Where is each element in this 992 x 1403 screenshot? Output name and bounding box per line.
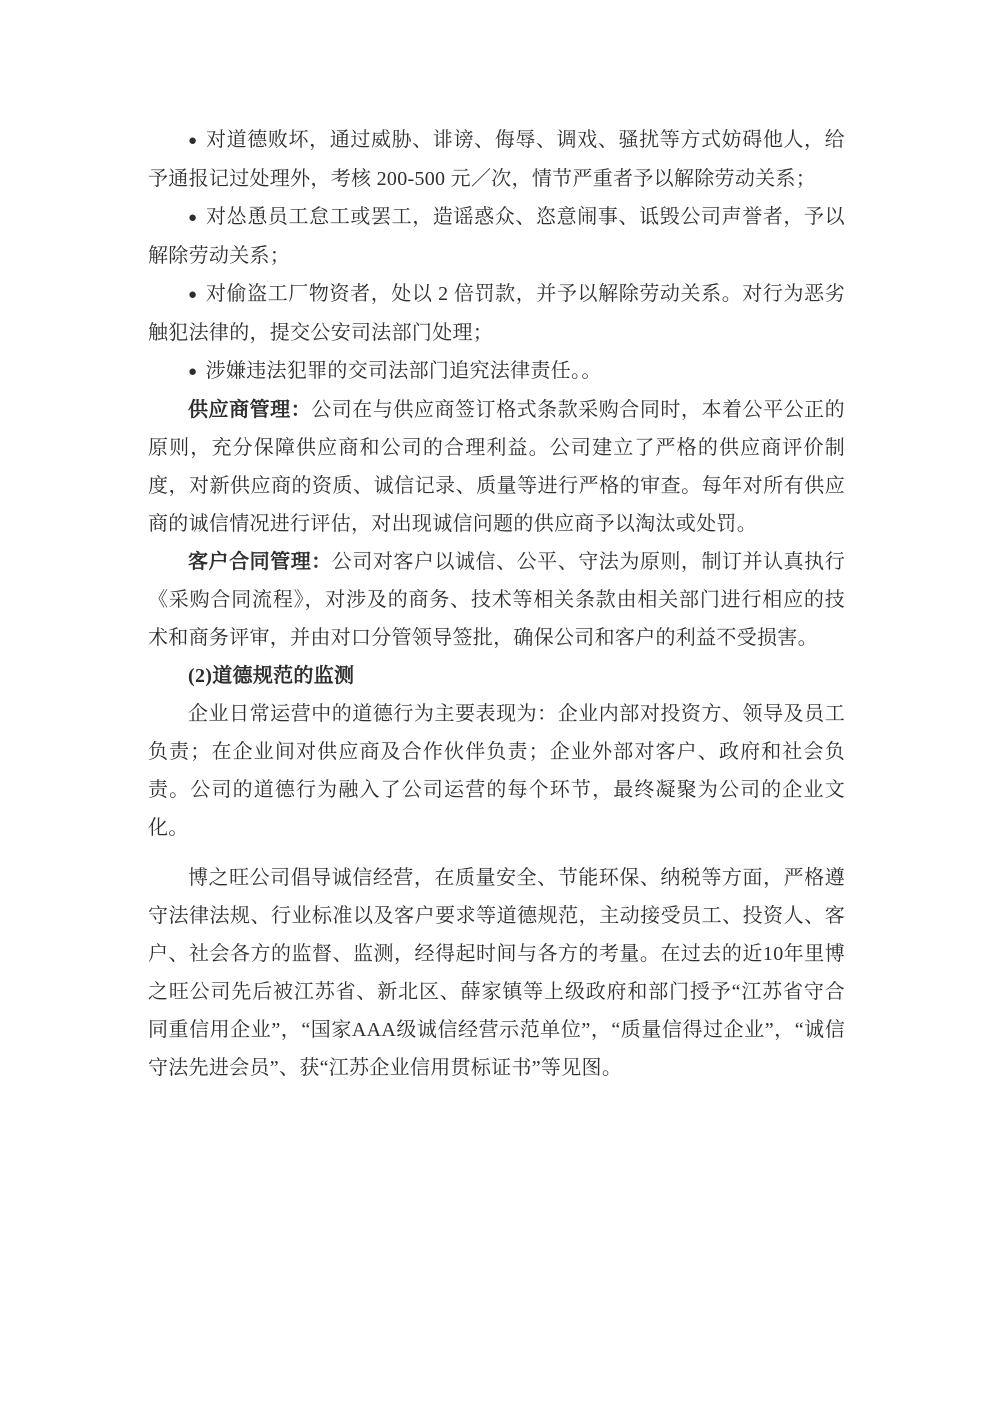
list-item-text: 对道德败坏，通过威胁、诽谤、侮辱、调戏、骚扰等方式妨碍他人，给予通报记过处理外，考核 200-500 元／次，情节严重者予以解除劳动关系；	[148, 129, 845, 190]
list-item	[148, 275, 845, 352]
bullet-icon: ●	[188, 364, 198, 380]
paragraph-label: 供应商管理：	[188, 399, 312, 421]
paragraph-customer-contract-management	[148, 543, 845, 657]
paragraph-company-integrity: 博之旺公司倡导诚信经营，在质量安全、节能环保、纳税等方面，严格遵守法律法规、行业标准以及客户要求等道德规范，主动接受员工、投资人、客户、社会各方的监督、监测，经得起时间与各方的考量。在过去的近10年里博之旺公司先后被江苏省、新北区、薛家镇等上级政府和部门授予“江苏省守合同重信用企业”，“国家AAA级诚信经营示范单位”，“质量信得过企业”，“诚信守法先进会员”、获“江苏企业信用贯标证书”等见图。	[148, 867, 845, 1079]
bullet-icon: ●	[188, 133, 198, 149]
section-heading: (2)道德规范的监测	[188, 665, 355, 687]
paragraph-daily-ethics: 企业日常运营中的道德行为主要表现为：企业内部对投资方、领导及员工负责；在企业间对供应商及合作伙伴负责；企业外部对客户、政府和社会负责。公司的道德行为融入了公司运营的每个环节，最终凝聚为公司的企业文化。	[148, 703, 845, 839]
list-item-text: 对怂恿员工怠工或罢工，造谣惑众、恣意闹事、诋毁公司声誉者，予以解除劳动关系；	[148, 206, 845, 267]
bullet-icon: ●	[188, 287, 198, 303]
paragraph-text: 公司对客户以诚信、公平、守法为原则，制订并认真执行《采购合同流程》，对涉及的商务、技术等相关条款由相关部门进行相应的技术和商务评审，并由对口分管领导签批，确保公司和客户的利益不受损害。	[148, 551, 846, 649]
list-item-text: 对偷盗工厂物资者，处以 2 倍罚款，并予以解除劳动关系。对行为恶劣触犯法律的，提交公安司法部门处理；	[148, 283, 845, 344]
list-item	[148, 198, 845, 275]
list-item	[148, 121, 845, 198]
paragraph-supplier-management	[148, 391, 845, 543]
paragraph-text: 公司在与供应商签订格式条款采购合同时，本着公平公正的原则，充分保障供应商和公司的合理利益。公司建立了严格的供应商评价制度，对新供应商的资质、诚信记录、质量等进行严格的审查。每年对所有供应商的诚信情况进行评估，对出现诚信问题的供应商予以淘汰或处罚。	[148, 399, 845, 535]
bullet-icon: ●	[188, 210, 198, 226]
list-item-text: 涉嫌违法犯罪的交司法部门追究法律责任。。	[205, 360, 602, 382]
list-item	[148, 352, 845, 391]
paragraph-label: 客户合同管理：	[188, 551, 332, 573]
